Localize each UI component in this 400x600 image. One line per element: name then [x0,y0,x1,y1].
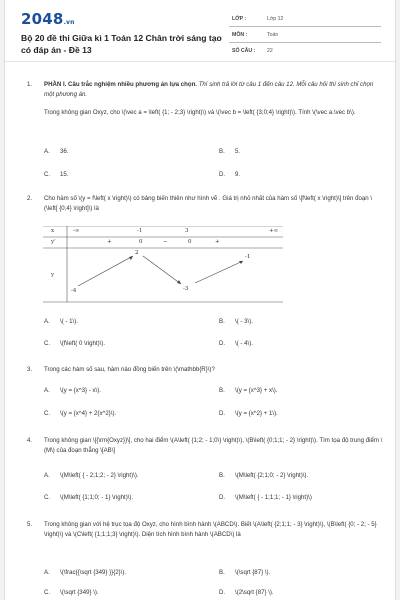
variation-table [43,226,283,306]
option-text: \(\sqrt {87} \). [235,569,271,576]
option-a[interactable] [44,318,78,325]
option-label: C. [44,410,51,417]
option-text: \(y = {x^3} - x\). [60,387,101,394]
question-number: 5. [27,521,33,528]
logo-text: 2048 [21,10,64,28]
exam-meta [229,14,381,61]
option-label: D. [219,171,226,178]
option-a[interactable] [44,387,101,394]
option-text: \(y = {x^4} + 2{x^2}\). [60,410,117,417]
option-b[interactable] [219,387,278,394]
option-text: 36. [60,148,69,155]
option-label: A. [44,318,50,325]
question-1 [27,80,383,118]
option-label: B. [219,318,225,325]
option-text: \(M\left( { - 1;1;1; - 1} \right)\) [235,494,312,501]
option-d[interactable] [219,410,278,417]
option-b[interactable] [219,472,308,479]
exam-header [21,6,383,60]
table-x-value: 3 [185,228,189,234]
table-dy-sign: + [107,239,112,245]
option-a[interactable] [44,569,126,576]
option-text: \( - 1\). [60,318,78,325]
option-text: \(y = {x^3} + x\). [235,387,278,394]
question-3 [27,365,383,375]
table-y-label: y [51,272,55,278]
option-text: \(\frac{{\sqrt {349} }}{2}\). [60,569,127,576]
option-label: B. [219,387,225,394]
option-label: C. [44,340,51,347]
option-text: \( - 4\). [235,340,253,347]
header-divider [5,61,395,62]
option-c[interactable] [44,340,105,347]
meta-label: LỚP : [232,16,247,22]
option-label: D. [219,410,226,417]
increasing-arrow-1 [78,256,133,286]
option-label: C. [44,171,51,178]
option-label: B. [219,472,225,479]
option-text: \(y = {x^2} + 1\). [235,410,278,417]
question-text: Trong các hàm số sau, hàm nào đồng biến trên \(\mathbb{R}\)? [44,366,215,373]
option-label: A. [44,569,50,576]
table-x-value: +∞ [269,228,279,234]
option-text: \(M\left( {2;1;0; - 2} \right)\). [235,472,309,479]
option-label: D. [219,589,226,596]
question-text: Trong không gian Oxyz, cho \(\vec a = \left( {1; - 2;3} \right)\) và \(\vec b = \left( {3;0;4} \right)\). Tính \(\vec a.\vec b\). [44,109,356,116]
meta-row-class [229,14,381,27]
question-body [44,80,383,118]
option-text: \(M\left( { - 2;1;2; - 2} \right)\). [60,472,139,479]
question-text: Trong không gian với hệ trục tọa độ Oxyz, cho hình bình hành \(ABCD\). Biết \(A\left( {2;1;1; - 3} \right)\), \(B\left( {0; - 2; - 5} \right)\) và \(C\left( {1;1;1;3} \right)\). Diện tích hình bình hành \(ABCD\) là [44,521,377,538]
increasing-arrow-2 [195,261,243,283]
question-text: Trong không gian \[{\rm{Oxyz}}\], cho hai điểm \(A\left( {1;2; - 1;0\} \right)\), \(B\left( {0;1;1; - 2} \right)\). Tìm tọa độ trung điểm \(M\) của đoạn thẳng \[AB\] [44,437,383,454]
option-label: A. [44,472,50,479]
option-label: A. [44,148,50,155]
section-heading: PHẦN I. Câu trắc nghiệm nhiều phương án lựa chọn. [44,81,197,88]
meta-value: Toán [267,32,279,38]
option-label: A. [44,387,50,394]
variation-table-grid [43,226,283,306]
logo-suffix: .vn [63,19,75,26]
question-text: Cho hàm số \(y = f\left( x \right)\) có bảng biến thiên như hình vẽ . Giá trị nhỏ nhất của hàm số \[f\left( x \right)\] trên đoạn \(\left[ {0;4} \right]\) là [44,195,373,212]
option-text: \(2\sqrt {87} \). [235,589,274,596]
option-label: D. [219,340,226,347]
table-y-value: -4 [71,288,77,294]
question-2 [27,194,383,214]
option-text: \(f\left( 0 \right)\). [60,340,106,347]
option-label: C. [44,494,51,501]
option-d[interactable] [219,589,274,596]
table-x-label: x [51,228,55,234]
table-dy-label: y' [51,239,56,245]
option-b[interactable] [219,318,253,325]
option-d[interactable] [219,171,240,178]
section-instructions: Thí sinh trả lời từ câu 1 đến câu 12. Mỗi câu hỏi thí sinh chỉ chọn một phương án. [44,81,374,98]
table-y-value: -3 [183,286,189,292]
option-a[interactable] [44,472,139,479]
option-label: D. [219,494,226,501]
option-label: B. [219,569,225,576]
option-c[interactable] [44,494,133,501]
meta-row-subject [229,30,381,43]
option-d[interactable] [219,494,312,501]
option-b[interactable] [219,569,270,576]
question-5 [27,520,383,540]
option-text: 5. [235,148,241,155]
question-number: 4. [27,437,33,444]
option-text: \( - 3\). [235,318,253,325]
option-text: 9. [235,171,241,178]
table-y-value: -1 [245,254,251,260]
option-c[interactable] [44,410,116,417]
option-d[interactable] [219,340,253,347]
option-a[interactable] [44,148,68,155]
meta-value: 22 [267,48,273,54]
site-logo[interactable] [21,10,75,28]
table-dy-sign: 0 [188,239,192,245]
exam-page [4,0,396,600]
table-dy-sign: − [163,239,168,245]
option-label: B. [219,148,225,155]
question-number: 3. [27,366,33,373]
table-y-value: 2 [135,250,139,256]
option-text: \(\sqrt {349} \). [60,589,99,596]
question-4 [27,436,383,456]
table-dy-sign: 0 [139,239,143,245]
meta-label: MÔN : [232,32,248,38]
option-label: C. [44,589,51,596]
decreasing-arrow [143,256,181,284]
exam-title: Bộ 20 đề thi Giữa kì 1 Toán 12 Chân trời sáng tạo có đáp án - Đề 13 [21,33,222,55]
meta-value: Lớp 12 [267,16,284,22]
question-number: 2. [27,195,33,202]
option-c[interactable] [44,171,68,178]
meta-row-count [229,46,381,58]
table-x-value: -∞ [73,228,80,234]
question-number: 1. [27,81,33,88]
option-text: \(M\left( {1;1;0; - 1} \right)\). [60,494,134,501]
table-x-value: -1 [137,228,143,234]
option-c[interactable] [44,589,99,596]
option-text: 15. [60,171,69,178]
option-b[interactable] [219,148,240,155]
meta-label: SỐ CÂU : [232,48,256,54]
table-dy-sign: + [215,239,220,245]
